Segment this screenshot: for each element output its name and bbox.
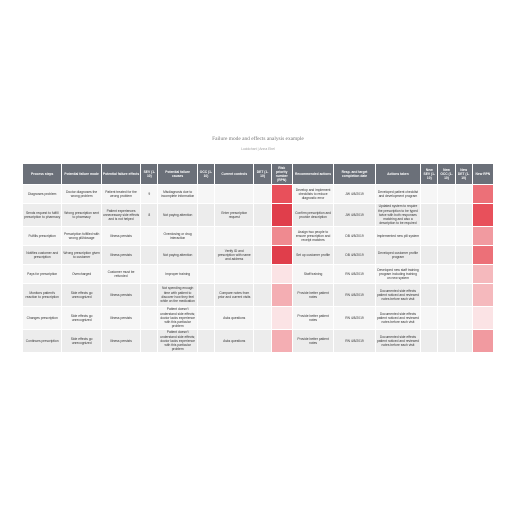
table-cell <box>438 284 454 306</box>
table-cell: Documented side effects patient noticed and reviewed notes before each visit <box>376 307 420 329</box>
table-row <box>23 307 493 329</box>
table-cell: 9 <box>141 185 157 203</box>
table-cell <box>421 204 437 226</box>
table-cell <box>438 204 454 226</box>
table-cell <box>438 307 454 329</box>
table-cell: Staff training <box>293 265 333 283</box>
table-cell: JW 4/8/2019 <box>334 185 374 203</box>
table-row <box>23 227 493 245</box>
column-header: Current controls <box>215 164 253 184</box>
table-cell: Documented side effects patient noticed and reviewed notes before each visit <box>376 330 420 352</box>
table-cell: Developed new staff training program including training on new system <box>376 265 420 283</box>
table-cell <box>254 227 270 245</box>
page-title: Failure mode and effects analysis example <box>212 136 304 142</box>
table-cell: Patient doesn't understand side effects; doctor lacks experience with this particular problem <box>160 307 196 329</box>
table-cell: JW 4/8/2019 <box>334 204 374 226</box>
table-cell <box>141 265 157 283</box>
column-header: Risk priority number (RPN) <box>272 164 292 184</box>
table-cell: Developed patient checklist and development program <box>376 185 420 203</box>
column-header: Process steps <box>23 164 61 184</box>
table-cell <box>198 265 214 283</box>
table-cell: Implemented new pill system <box>376 227 420 245</box>
table-cell <box>254 307 270 329</box>
table-cell: Compare notes from prior and current visits <box>215 284 253 306</box>
column-header: New SEV (1-10) <box>421 164 437 184</box>
table-cell <box>456 227 472 245</box>
column-header: New OCC (1-10) <box>438 164 454 184</box>
table-cell <box>438 265 454 283</box>
header-row <box>23 164 493 184</box>
table-cell: Misdiagnosis due to incomplete information <box>158 185 196 203</box>
table-cell <box>198 330 214 352</box>
table-cell: Set up customer profile <box>293 246 333 264</box>
new-rpn-cell <box>473 307 493 329</box>
table-cell <box>215 227 253 245</box>
table-cell: Customer must be refunded <box>102 265 140 283</box>
column-header: Potential failure mode <box>62 164 100 184</box>
table-cell: 8 <box>141 204 157 226</box>
table-cell: Illness persists <box>102 284 140 306</box>
table-cell: Verify ID and prescription with name and address <box>215 246 253 264</box>
table-cell: RN 4/8/2019 <box>334 307 374 329</box>
table-cell <box>456 204 472 226</box>
new-rpn-cell <box>473 265 493 283</box>
table-row <box>23 265 493 283</box>
table-cell: Updated system to require the prescription to be typed twice with both responses matching and also a description to be required <box>376 204 420 226</box>
column-header: DET (1-10) <box>254 164 270 184</box>
table-cell <box>141 246 157 264</box>
table-cell <box>254 246 270 264</box>
table-row <box>23 330 493 352</box>
table-cell: RN 4/8/2019 <box>334 265 374 283</box>
table-cell: Develop and implement checklists to reduce diagnostic error <box>293 185 333 203</box>
table-cell <box>421 185 437 203</box>
fmea-table <box>22 163 494 353</box>
table-cell: Illness persists <box>102 246 140 264</box>
table-cell <box>438 246 454 264</box>
table-cell: Provide better patient notes <box>293 284 333 306</box>
column-header: Potential failure effects <box>102 164 140 184</box>
table-cell: Diagnoses problem <box>23 185 61 203</box>
rpn-cell <box>272 246 292 264</box>
column-header: SEV (1-10) <box>141 164 157 184</box>
table-cell <box>141 227 157 245</box>
table-cell: Asks questions <box>215 330 253 352</box>
table-cell: Confirm prescription and provide description <box>293 204 333 226</box>
new-rpn-cell <box>473 227 493 245</box>
table-cell <box>421 246 437 264</box>
table-cell: Assign two people to ensure prescription and receipt matches <box>293 227 333 245</box>
table-cell: Continues prescription <box>23 330 61 352</box>
table-row <box>23 284 493 306</box>
table-cell <box>141 307 157 329</box>
table-cell <box>198 284 214 306</box>
table-cell: Patient doesn't understand side effects; doctor lacks experience with this particular problem <box>160 330 196 352</box>
table-cell: DB 4/8/2019 <box>334 227 374 245</box>
table-cell <box>254 330 270 352</box>
table-cell <box>421 307 437 329</box>
table-cell: Patient experiences unnecessary side effects and is not helped <box>102 204 140 226</box>
column-header: OCC (1-10) <box>198 164 214 184</box>
table-cell: Wrong prescription given to customer <box>62 246 100 264</box>
table-cell <box>215 185 253 203</box>
table-cell <box>456 307 472 329</box>
table-cell <box>254 284 270 306</box>
table-cell <box>456 246 472 264</box>
table-cell: Illness persists <box>102 330 140 352</box>
table-row <box>23 185 493 203</box>
table-cell <box>198 185 214 203</box>
new-rpn-cell <box>473 204 493 226</box>
table-cell: RN 4/8/2019 <box>334 284 374 306</box>
table-cell <box>438 227 454 245</box>
table-cell: Side effects go unrecognized <box>62 330 100 352</box>
table-cell: Illness persists <box>102 307 140 329</box>
table-cell: Changes prescription <box>23 307 61 329</box>
table-cell: Not spending enough time with patient to discover how they feel while on the medication <box>158 284 196 306</box>
table-cell: Illness persists <box>102 227 140 245</box>
table-cell: Side effects go unrecognized <box>62 307 100 329</box>
table-cell: Provide better patient notes <box>293 330 333 352</box>
table-cell: Wrong prescription sent to pharmacy <box>62 204 100 226</box>
table-cell: Not paying attention <box>158 204 196 226</box>
table-cell: Monitors patient's reaction to prescription <box>23 284 61 306</box>
table-cell: Prescription fulfilled with wrong pill/dosage <box>62 227 100 245</box>
table-cell <box>198 307 214 329</box>
table-cell: Developed customer profile program <box>376 246 420 264</box>
rpn-cell <box>272 284 292 306</box>
table-cell <box>215 265 253 283</box>
column-header: Resp. and target completion date <box>334 164 374 184</box>
table-cell <box>438 330 454 352</box>
column-header: Potential failure causes <box>158 164 196 184</box>
table-cell: Documented side effects patient noticed and reviewed notes before each visit <box>376 284 420 306</box>
column-header: Actions taken <box>376 164 420 184</box>
table-cell: RN 4/8/2019 <box>334 330 374 352</box>
new-rpn-cell <box>473 330 493 352</box>
rpn-cell <box>272 185 292 203</box>
table-cell: Provide better patient notes <box>293 307 333 329</box>
table-cell <box>456 330 472 352</box>
table-cell <box>141 330 157 352</box>
rpn-cell <box>272 307 292 329</box>
table-cell <box>254 265 270 283</box>
rpn-cell <box>272 265 292 283</box>
table-cell: Notifies customer and prescription <box>23 246 61 264</box>
table-cell <box>254 185 270 203</box>
table-cell: Patient treated for the wrong problem <box>102 185 140 203</box>
table-cell: Doctor diagnoses the wrong problem <box>62 185 100 203</box>
table-cell <box>421 265 437 283</box>
table-cell <box>438 185 454 203</box>
table-cell: Pays for prescription <box>23 265 61 283</box>
column-header: New RPN <box>473 164 493 184</box>
table-cell: Enter prescription request <box>215 204 253 226</box>
table-cell <box>198 204 214 226</box>
new-rpn-cell <box>473 246 493 264</box>
table-cell: Asks questions <box>215 307 253 329</box>
table-cell: Improper training <box>158 265 196 283</box>
table-cell: Overdosing or drug interaction <box>158 227 196 245</box>
table-cell: DB 4/8/2019 <box>334 246 374 264</box>
rpn-cell <box>272 227 292 245</box>
table-cell: Overcharged <box>62 265 100 283</box>
table-cell <box>198 227 214 245</box>
rpn-cell <box>272 330 292 352</box>
table-cell <box>254 204 270 226</box>
table-cell <box>421 284 437 306</box>
column-header: Recommended actions <box>293 164 333 184</box>
table-cell <box>141 284 157 306</box>
table-row <box>23 246 493 264</box>
table-cell <box>421 330 437 352</box>
table-row <box>23 204 493 226</box>
page-subtitle: Lucidchart | Anna Ebel <box>241 147 275 151</box>
table-cell: Not paying attention <box>158 246 196 264</box>
table-cell <box>198 246 214 264</box>
table-cell: Sends request to fulfill prescription to pharmacy <box>23 204 61 226</box>
table-cell: Fulfills prescription <box>23 227 61 245</box>
new-rpn-cell <box>473 284 493 306</box>
table-cell <box>456 284 472 306</box>
rpn-cell <box>272 204 292 226</box>
table-cell <box>421 227 437 245</box>
column-header: New DET (1-10) <box>456 164 472 184</box>
table-cell <box>456 185 472 203</box>
table-cell <box>456 265 472 283</box>
table-cell: Side effects go unrecognized <box>62 284 100 306</box>
new-rpn-cell <box>473 185 493 203</box>
